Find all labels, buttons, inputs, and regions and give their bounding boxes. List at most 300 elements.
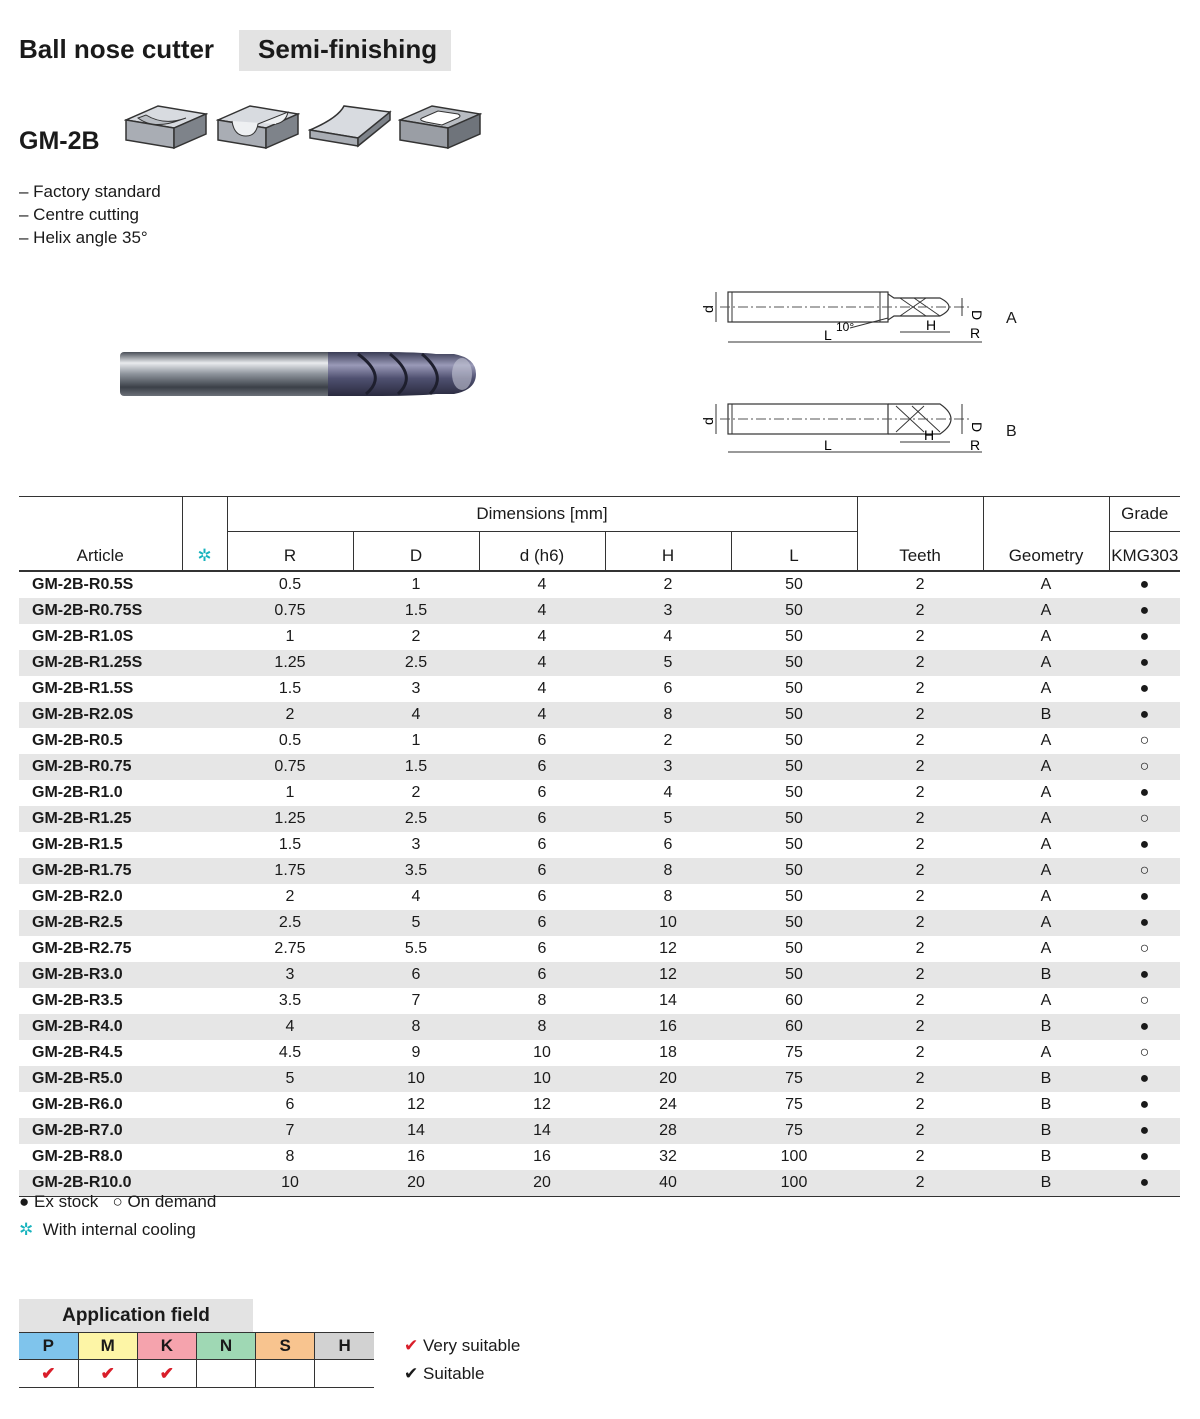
cell-grade: ●	[1109, 650, 1180, 676]
material-group-p: P	[19, 1333, 78, 1360]
cell-article: GM-2B-R1.0S	[32, 628, 134, 645]
cell-D: 10	[353, 1066, 479, 1092]
cell-R: 7	[227, 1118, 353, 1144]
cell-d: 8	[479, 1014, 605, 1040]
cell-geometry: A	[1040, 836, 1052, 853]
cell-R: 1.5	[278, 680, 302, 697]
cooling-legend-label: With internal cooling	[42, 1220, 196, 1239]
suitable-legend	[404, 1364, 484, 1384]
cell-d: 6	[537, 888, 547, 905]
diagram-geometry-a	[700, 282, 1000, 350]
cell-D: 1	[411, 732, 421, 749]
table-row	[19, 806, 1180, 832]
cell-teeth: 2	[857, 1014, 983, 1040]
cell-H: 28	[605, 1118, 731, 1144]
cell-H: 6	[663, 836, 673, 853]
label-d-b: d	[700, 417, 716, 425]
cell-R: 0.5	[278, 576, 302, 593]
cell-H: 6	[663, 680, 673, 697]
cell-d: 6	[537, 940, 547, 957]
cell-article: GM-2B-R4.5	[32, 1044, 123, 1061]
cell-teeth: 2	[857, 910, 983, 936]
cooling-cell	[182, 1144, 227, 1170]
cell-teeth: 2	[915, 784, 925, 801]
cell-geometry: A	[1040, 940, 1052, 957]
cell-article: GM-2B-R10.0	[19, 1170, 182, 1197]
cell-teeth: 2	[857, 858, 983, 884]
cell-L: 50	[785, 732, 803, 749]
cell-grade: ●	[1139, 1096, 1150, 1113]
cell-d: 4	[537, 576, 547, 593]
cell-d: 4	[479, 702, 605, 728]
red-check-icon: ✔	[41, 1363, 56, 1383]
cell-geometry: A	[983, 910, 1109, 936]
cell-grade: ○	[1139, 992, 1150, 1009]
table-row	[19, 676, 1180, 702]
cell-article: GM-2B-R2.5	[19, 910, 182, 936]
table-row	[19, 571, 1180, 598]
diagram-a-label: A	[1006, 310, 1017, 327]
cell-H: 14	[659, 992, 677, 1009]
cell-teeth: 2	[857, 650, 983, 676]
cooling-cell	[182, 884, 227, 910]
on-demand-symbol: ○	[112, 1192, 123, 1211]
cell-H: 3	[605, 598, 731, 624]
cell-R: 1	[285, 628, 295, 645]
table-row	[19, 1040, 1180, 1066]
diagram-b-label: B	[1006, 423, 1017, 440]
cell-H: 24	[659, 1096, 677, 1113]
header-L: L	[731, 532, 857, 572]
cell-teeth: 2	[915, 1044, 925, 1061]
label-H-b: H	[924, 427, 935, 443]
cell-H: 8	[663, 888, 673, 905]
suitable-label: Suitable	[422, 1364, 485, 1383]
groove-shape-icon	[216, 88, 300, 154]
cell-teeth: 2	[915, 888, 925, 905]
cell-d: 8	[537, 992, 547, 1009]
cell-article: GM-2B-R0.75	[19, 754, 182, 780]
cell-D: 1.5	[353, 598, 479, 624]
cell-geometry: B	[983, 702, 1109, 728]
cell-H: 2	[663, 732, 673, 749]
table-row	[19, 1092, 1180, 1118]
cell-teeth: 2	[857, 806, 983, 832]
cell-d: 12	[533, 1096, 551, 1113]
red-check-icon: ✔	[404, 1336, 419, 1355]
cooling-cell	[182, 571, 227, 598]
suitability-cell-h	[315, 1360, 374, 1388]
cell-article: GM-2B-R4.0	[19, 1014, 182, 1040]
cell-article: GM-2B-R7.0	[19, 1118, 182, 1144]
cell-D: 4	[411, 888, 421, 905]
cell-grade: ●	[1139, 680, 1150, 697]
ball-nose-cutter-image	[118, 346, 480, 402]
cell-L: 50	[785, 836, 803, 853]
cell-d: 4	[479, 650, 605, 676]
cell-H: 5	[605, 650, 731, 676]
cell-teeth: 2	[915, 836, 925, 853]
cell-D: 6	[353, 962, 479, 988]
table-row	[19, 988, 1180, 1014]
cell-d: 6	[479, 962, 605, 988]
cooling-cell	[182, 598, 227, 624]
label-R-b: R	[970, 437, 981, 453]
cell-geometry: A	[1040, 576, 1052, 593]
cell-H: 8	[605, 858, 731, 884]
cooling-cell	[182, 962, 227, 988]
cell-geometry: B	[983, 1014, 1109, 1040]
stock-legend	[19, 1192, 216, 1212]
cell-H: 32	[659, 1148, 677, 1165]
cell-R: 2.5	[227, 910, 353, 936]
cell-H: 10	[605, 910, 731, 936]
material-group-m: M	[78, 1333, 137, 1360]
cell-D: 14	[353, 1118, 479, 1144]
header-geometry: Geometry	[983, 497, 1109, 572]
cell-grade: ●	[1109, 1066, 1180, 1092]
table-row	[19, 598, 1180, 624]
cell-D: 3.5	[353, 858, 479, 884]
cell-geometry: A	[1040, 680, 1052, 697]
table-row	[19, 884, 1180, 910]
cell-grade: ●	[1139, 1148, 1150, 1165]
cell-D: 2	[411, 784, 421, 801]
cell-d: 16	[533, 1148, 551, 1165]
material-group-k: K	[137, 1333, 196, 1360]
cell-d: 4	[537, 628, 547, 645]
cooling-cell	[182, 988, 227, 1014]
cell-article: GM-2B-R5.0	[19, 1066, 182, 1092]
cell-d: 6	[479, 806, 605, 832]
pocket-shape-icon	[398, 88, 482, 154]
suitability-cell-k	[137, 1360, 196, 1388]
cell-article: GM-2B-R2.0S	[19, 702, 182, 728]
specification-table	[19, 496, 1180, 1197]
cell-grade: ●	[1109, 910, 1180, 936]
cell-D: 9	[411, 1044, 421, 1061]
cell-grade: ○	[1139, 1044, 1150, 1061]
cell-grade: ●	[1139, 576, 1150, 593]
cell-teeth: 2	[857, 598, 983, 624]
cooling-cell	[182, 650, 227, 676]
cell-geometry: A	[983, 650, 1109, 676]
cell-geometry: B	[983, 962, 1109, 988]
cell-geometry: B	[1040, 1148, 1052, 1165]
cell-geometry: B	[983, 1066, 1109, 1092]
cell-d: 20	[479, 1170, 605, 1197]
cell-article: GM-2B-R6.0	[32, 1096, 123, 1113]
cell-teeth: 2	[857, 754, 983, 780]
cell-grade: ●	[1139, 888, 1150, 905]
cell-article: GM-2B-R1.75	[19, 858, 182, 884]
cell-D: 3	[411, 836, 421, 853]
cell-d: 10	[479, 1066, 605, 1092]
cell-L: 50	[785, 680, 803, 697]
cell-D: 3	[411, 680, 421, 697]
cell-d: 14	[479, 1118, 605, 1144]
cell-D: 4	[353, 702, 479, 728]
cell-grade: ○	[1109, 858, 1180, 884]
cell-R: 4.5	[278, 1044, 302, 1061]
cooling-cell	[182, 676, 227, 702]
cell-R: 1	[285, 784, 295, 801]
cell-teeth: 2	[915, 1148, 925, 1165]
cell-article: GM-2B-R0.75S	[19, 598, 182, 624]
page-title: Ball nose cutter	[19, 34, 215, 64]
cell-teeth: 2	[857, 1118, 983, 1144]
cell-L: 50	[785, 940, 803, 957]
header-D: D	[353, 532, 479, 572]
category-label: Semi-finishing	[258, 34, 438, 64]
very-suitable-legend	[404, 1336, 520, 1356]
cooling-cell	[182, 1118, 227, 1144]
cell-d: 4	[537, 680, 547, 697]
table-row	[19, 1118, 1180, 1144]
cell-R: 1.5	[278, 836, 302, 853]
cell-teeth: 2	[915, 1096, 925, 1113]
table-row	[19, 1144, 1180, 1170]
cell-H: 8	[605, 702, 731, 728]
cell-L: 75	[785, 1044, 803, 1061]
cell-geometry: A	[983, 754, 1109, 780]
cell-geometry: A	[983, 598, 1109, 624]
cell-grade: ●	[1109, 1118, 1180, 1144]
cell-H: 20	[605, 1066, 731, 1092]
cell-grade: ●	[1109, 1014, 1180, 1040]
table-row	[19, 650, 1180, 676]
model-name: GM-2B	[19, 127, 100, 155]
cell-teeth: 2	[857, 1066, 983, 1092]
cooling-legend	[19, 1220, 196, 1240]
cell-grade: ●	[1139, 836, 1150, 853]
cell-R: 8	[285, 1148, 295, 1165]
cooling-legend-icon: ✲	[19, 1220, 34, 1239]
cell-R: 0.75	[227, 598, 353, 624]
label-L-b: L	[824, 437, 832, 453]
cell-grade: ○	[1139, 732, 1150, 749]
cell-d: 6	[479, 754, 605, 780]
very-suitable-label: Very suitable	[422, 1336, 521, 1355]
cell-R: 5	[227, 1066, 353, 1092]
cooling-cell	[182, 702, 227, 728]
cell-article: GM-2B-R0.5	[32, 732, 123, 749]
cell-L: 50	[731, 806, 857, 832]
cell-L: 50	[731, 754, 857, 780]
ex-stock-label: Ex stock	[34, 1192, 99, 1211]
cell-L: 50	[731, 910, 857, 936]
cell-H: 16	[605, 1014, 731, 1040]
cell-L: 50	[731, 650, 857, 676]
cell-H: 12	[605, 962, 731, 988]
cell-L: 75	[785, 1096, 803, 1113]
cooling-cell	[182, 728, 227, 754]
table-row	[19, 910, 1180, 936]
diagram-geometry-b	[700, 394, 1000, 462]
cell-D: 8	[353, 1014, 479, 1040]
header-grade-kmg303: KMG303	[1109, 532, 1180, 572]
label-D: D	[969, 310, 985, 321]
cell-H: 4	[663, 784, 673, 801]
cell-L: 50	[731, 962, 857, 988]
cell-article: GM-2B-R1.25S	[19, 650, 182, 676]
cell-R: 2.75	[274, 940, 306, 957]
cell-teeth: 2	[915, 628, 925, 645]
cell-article: GM-2B-R1.0	[32, 784, 123, 801]
cooling-cell	[182, 1092, 227, 1118]
table-row	[19, 624, 1180, 650]
header-grade: Grade	[1109, 497, 1180, 532]
header-R: R	[227, 532, 353, 572]
cell-article: GM-2B-R3.0	[19, 962, 182, 988]
slot-shape-icon	[124, 88, 208, 154]
cell-D: 1	[411, 576, 421, 593]
cooling-cell	[182, 754, 227, 780]
cell-grade: ○	[1139, 940, 1150, 957]
cell-R: 6	[285, 1096, 295, 1113]
cooling-cell	[182, 624, 227, 650]
cell-R: 2	[285, 888, 295, 905]
cooling-cell	[182, 1014, 227, 1040]
cell-H: 3	[605, 754, 731, 780]
cell-d: 6	[479, 858, 605, 884]
suitability-cell-n	[196, 1360, 255, 1388]
cell-article: GM-2B-R2.0	[32, 888, 123, 905]
cell-R: 4	[227, 1014, 353, 1040]
cell-grade: ●	[1139, 628, 1150, 645]
cell-L: 50	[785, 628, 803, 645]
header-d: d (h6)	[479, 532, 605, 572]
cell-H: 5	[605, 806, 731, 832]
cooling-icon: ✲	[182, 497, 227, 572]
on-demand-label: On demand	[127, 1192, 217, 1211]
cell-grade: ●	[1109, 962, 1180, 988]
cooling-cell	[182, 780, 227, 806]
cell-L: 100	[780, 1148, 808, 1165]
cell-D: 5	[353, 910, 479, 936]
cell-grade: ●	[1109, 598, 1180, 624]
application-field-table	[19, 1332, 374, 1388]
header-dimensions: Dimensions [mm]	[227, 497, 857, 532]
cell-H: 12	[659, 940, 677, 957]
cell-d: 6	[537, 784, 547, 801]
cell-D: 2.5	[353, 650, 479, 676]
cell-article: GM-2B-R3.5	[32, 992, 123, 1009]
cell-geometry: A	[983, 806, 1109, 832]
material-group-h: H	[315, 1333, 374, 1360]
table-row	[19, 1014, 1180, 1040]
header-teeth: Teeth	[857, 497, 983, 572]
suitability-cell-m	[78, 1360, 137, 1388]
cell-L: 50	[731, 858, 857, 884]
cell-R: 0.75	[227, 754, 353, 780]
label-L: L	[824, 327, 832, 343]
cell-d: 6	[537, 836, 547, 853]
feature-centre-cutting: – Centre cutting	[19, 205, 140, 224]
cell-R: 1.75	[227, 858, 353, 884]
cell-L: 60	[785, 992, 803, 1009]
cell-H: 40	[605, 1170, 731, 1197]
cell-teeth: 2	[915, 680, 925, 697]
label-d: d	[700, 305, 716, 313]
suitability-cell-s	[256, 1360, 315, 1388]
cell-geometry: A	[1040, 732, 1052, 749]
cell-H: 2	[663, 576, 673, 593]
cell-R: 3	[227, 962, 353, 988]
label-D-b: D	[969, 422, 985, 433]
cooling-cell	[182, 910, 227, 936]
cell-article: GM-2B-R8.0	[32, 1148, 123, 1165]
cell-L: 50	[731, 702, 857, 728]
cell-D: 20	[353, 1170, 479, 1197]
cell-D: 5.5	[404, 940, 428, 957]
cell-D: 16	[407, 1148, 425, 1165]
label-R: R	[970, 325, 981, 341]
cell-teeth: 2	[915, 940, 925, 957]
cell-L: 75	[731, 1118, 857, 1144]
cell-d: 10	[533, 1044, 551, 1061]
cell-grade: ●	[1109, 1170, 1180, 1197]
cell-geometry: B	[1040, 1096, 1052, 1113]
cell-grade: ●	[1109, 702, 1180, 728]
cell-geometry: A	[1040, 992, 1052, 1009]
cell-d: 4	[479, 598, 605, 624]
table-row	[19, 702, 1180, 728]
cooling-cell	[182, 806, 227, 832]
feature-factory-standard: – Factory standard	[19, 182, 161, 201]
cell-L: 50	[785, 576, 803, 593]
cell-D: 7	[411, 992, 421, 1009]
cell-grade: ○	[1109, 806, 1180, 832]
cell-teeth: 2	[857, 1170, 983, 1197]
cooling-cell	[182, 1066, 227, 1092]
red-check-icon: ✔	[100, 1363, 115, 1383]
suitability-cell-p	[19, 1360, 78, 1388]
cell-D: 2	[411, 628, 421, 645]
cell-geometry: A	[1040, 784, 1052, 801]
cell-D: 2.5	[353, 806, 479, 832]
table-row	[19, 858, 1180, 884]
header-H: H	[605, 532, 731, 572]
cooling-cell	[182, 858, 227, 884]
table-row	[19, 962, 1180, 988]
cell-R: 2	[227, 702, 353, 728]
table-row	[19, 1066, 1180, 1092]
cell-teeth: 2	[915, 992, 925, 1009]
material-group-n: N	[196, 1333, 255, 1360]
table-row	[19, 780, 1180, 806]
table-row	[19, 728, 1180, 754]
red-check-icon: ✔	[159, 1363, 175, 1383]
cell-R: 10	[227, 1170, 353, 1197]
material-group-s: S	[256, 1333, 315, 1360]
cell-L: 50	[731, 598, 857, 624]
application-field-title: Application field	[62, 1305, 210, 1326]
cell-d: 6	[479, 910, 605, 936]
cell-L: 100	[731, 1170, 857, 1197]
cell-L: 60	[731, 1014, 857, 1040]
cooling-cell	[182, 936, 227, 962]
cell-H: 4	[663, 628, 673, 645]
cell-grade: ○	[1109, 754, 1180, 780]
table-row	[19, 754, 1180, 780]
cell-R: 0.5	[278, 732, 302, 749]
cooling-cell	[182, 832, 227, 858]
cell-teeth: 2	[857, 702, 983, 728]
curved-surface-shape-icon	[308, 88, 392, 154]
cell-article: GM-2B-R2.75	[32, 940, 132, 957]
cell-article: GM-2B-R1.5	[32, 836, 123, 853]
